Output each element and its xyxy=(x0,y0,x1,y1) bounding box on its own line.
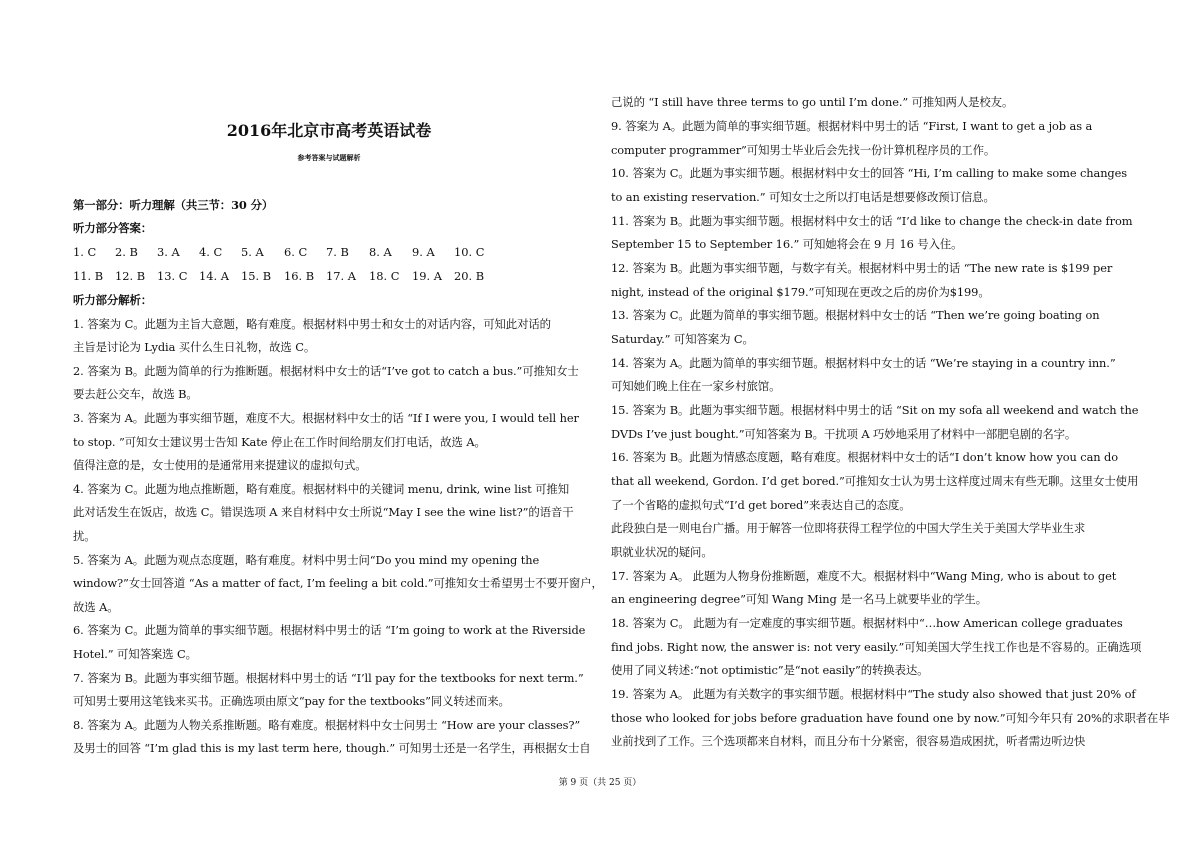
answer-item: 3. A xyxy=(157,245,180,259)
text-line: 16. 答案为 B。此题为情感态度题，略有难度。根据材料中女士的话“I don’t know how you can do xyxy=(611,450,1118,464)
text-line: 职就业状况的疑问。 xyxy=(611,545,713,559)
text-line: 故选 A。 xyxy=(73,600,119,614)
text-line: to an existing reservation.” 可知女士之所以打电话是想要修改预订信息。 xyxy=(611,190,995,204)
text-line: 此对话发生在饭店，故选 C。错误选项 A 来自材料中女士所说“May I see the wine list?”的语音干 xyxy=(73,505,574,519)
answer-item: 13. C xyxy=(157,269,188,283)
text-line: those who looked for jobs before graduation have found one by now.”可知今年只有 20%的求职者在毕 xyxy=(611,711,1170,725)
answer-item: 18. C xyxy=(369,269,400,283)
text-line: DVDs I’ve just bought.”可知答案为 B。干扰项 A 巧妙地采用了材料中一部肥皂剧的名字。 xyxy=(611,427,1077,441)
page-number: 第 9 页（共 25 页） xyxy=(558,778,642,788)
answer-item: 19. A xyxy=(412,269,442,283)
text-line: 18. 答案为 C。 此题为有一定难度的事实细节题。根据材料中“…how American college graduates xyxy=(611,616,1123,630)
text-line: that all weekend, Gordon. I’d get bored.”可推知女士认为男士这样度过周末有些无聊。这里女士使用 xyxy=(611,474,1139,488)
answer-item: 14. A xyxy=(199,269,229,283)
text-line: 使用了同义转述:“not optimistic”是“not easily”的转换表达。 xyxy=(611,663,929,677)
text-line: 19. 答案为 A。 此题为有关数字的事实细节题。根据材料中“The study also showed that just 20% of xyxy=(611,687,1136,701)
answer-item: 4. C xyxy=(199,245,223,259)
answer-item: 5. A xyxy=(241,245,264,259)
text-line: September 15 to September 16.” 可知她将会在 9 月 16 号入住。 xyxy=(611,237,963,251)
answer-item: 10. C xyxy=(454,245,485,259)
text-line: 13. 答案为 C。此题为简单的事实细节题。根据材料中女士的话 “Then we’re going boating on xyxy=(611,308,1100,322)
text-line: 了一个省略的虚拟句式“I’d get bored”来表达自己的态度。 xyxy=(611,498,911,512)
answer-item: 20. B xyxy=(454,269,485,283)
answer-item: 12. B xyxy=(115,269,146,283)
page-title: 2016年北京市高考英语试卷 xyxy=(226,121,432,140)
text-line: 主旨是讨论为 Lydia 买什么生日礼物，故选 C。 xyxy=(73,340,316,354)
text-line: 10. 答案为 C。此题为事实细节题。根据材料中女士的回答 “Hi, I’m calling to make some changes xyxy=(611,166,1128,180)
text-line: 17. 答案为 A。 此题为人物身份推断题，难度不大。根据材料中“Wang Ming, who is about to get xyxy=(611,569,1117,583)
text-line: 要去赶公交车，故选 B。 xyxy=(73,387,198,401)
section-heading: 第一部分：听力理解（共三节：30 分） xyxy=(73,198,274,212)
text-line: to stop. ”可知女士建议男士告知 Kate 停止在工作时间给朋友们打电话，故选 A。 xyxy=(73,435,486,449)
text-line: 6. 答案为 C。此题为简单的事实细节题。根据材料中男士的话 “I’m going to work at the Riverside xyxy=(73,623,586,637)
text-line: 9. 答案为 A。此题为简单的事实细节题。根据材料中男士的话 “First, I want to get a job as a xyxy=(611,119,1093,133)
text-line: 及男士的回答 “I’m glad this is my last term here, though.” 可知男士还是一名学生，再根据女士自 xyxy=(73,741,591,755)
analysis-heading: 听力部分解析： xyxy=(73,293,153,307)
answer-item: 6. C xyxy=(284,245,308,259)
text-line: find jobs. Right now, the answer is: not very easily.”可知美国大学生找工作也是不容易的。正确选项 xyxy=(611,640,1142,654)
text-line: 此段独白是一则电台广播。用于解答一位即将获得工程学位的中国大学生关于美国大学毕业生求 xyxy=(611,521,1086,535)
text-line: 3. 答案为 A。此题为事实细节题，难度不大。根据材料中女士的话 “If I were you, I would tell her xyxy=(73,411,579,425)
text-line: an engineering degree”可知 Wang Ming 是一名马上就要毕业的学生。 xyxy=(611,592,987,606)
text-line: 4. 答案为 C。此题为地点推断题，略有难度。根据材料中的关键词 menu, drink, wine list 可推知 xyxy=(73,482,570,496)
answer-item: 17. A xyxy=(326,269,356,283)
text-line: 11. 答案为 B。此题为事实细节题。根据材料中女士的话 “I’d like to change the check-in date from xyxy=(611,214,1133,228)
text-line: computer programmer”可知男士毕业后会先找一份计算机程序员的工作。 xyxy=(611,143,996,157)
text-line: 2. 答案为 B。此题为简单的行为推断题。根据材料中女士的话“I’ve got to catch a bus.”可推知女士 xyxy=(73,364,579,378)
text-line: Saturday.” 可知答案为 C。 xyxy=(611,332,754,346)
answer-item: 8. A xyxy=(369,245,392,259)
answers-heading: 听力部分答案： xyxy=(73,221,153,235)
page-subtitle: 参考答案与试题解析 xyxy=(297,153,361,162)
text-line: 1. 答案为 C。此题为主旨大意题，略有难度。根据材料中男士和女士的对话内容，可知此对话的 xyxy=(73,317,551,331)
answer-item: 11. B xyxy=(73,269,104,283)
answer-item: 15. B xyxy=(241,269,272,283)
text-line: 15. 答案为 B。此题为事实细节题。根据材料中男士的话 “Sit on my sofa all weekend and watch the xyxy=(611,403,1139,417)
text-line: 扰。 xyxy=(73,529,96,543)
answer-item: 7. B xyxy=(326,245,349,259)
text-line: 可知男士要用这笔钱来买书。正确选项由原文“pay for the textbooks”同义转述而来。 xyxy=(73,694,510,708)
text-line: 12. 答案为 B。此题为事实细节题，与数字有关。根据材料中男士的话 “The new rate is $199 per xyxy=(611,261,1113,275)
text-line: 可知她们晚上住在一家乡村旅馆。 xyxy=(611,379,781,393)
answer-item: 2. B xyxy=(115,245,138,259)
text-line: 己说的 “I still have three terms to go until I’m done.” 可推知两人是校友。 xyxy=(611,95,1014,109)
text-line: 业前找到了工作。三个选项都来自材料，而且分布十分紧密，很容易造成困扰，听者需边听边快 xyxy=(611,734,1086,748)
text-line: night, instead of the original $179.”可知现在更改之后的房价为$199。 xyxy=(611,285,990,299)
text-line: 8. 答案为 A。此题为人物关系推断题。略有难度。根据材料中女士问男士 “How are your classes?” xyxy=(73,718,581,732)
text-line: window?”女士回答道 “As a matter of fact, I’m feeling a bit cold.”可推知女士希望男士不要开窗户， xyxy=(73,576,603,590)
text-line: 7. 答案为 B。此题为事实细节题。根据材料中男士的话 “I’ll pay for the textbooks for next term.” xyxy=(73,671,584,685)
text-line: 值得注意的是，女士使用的是通常用来提建议的虚拟句式。 xyxy=(73,458,367,472)
answer-item: 16. B xyxy=(284,269,315,283)
text-line: 5. 答案为 A。此题为观点态度题，略有难度。材料中男士问“Do you mind my opening the xyxy=(73,553,540,567)
answer-item: 1. C xyxy=(73,245,97,259)
text-line: Hotel.” 可知答案选 C。 xyxy=(73,647,197,661)
text-line: 14. 答案为 A。此题为简单的事实细节题。根据材料中女士的话 “We’re staying in a country inn.” xyxy=(611,356,1116,370)
answer-item: 9. A xyxy=(412,245,435,259)
